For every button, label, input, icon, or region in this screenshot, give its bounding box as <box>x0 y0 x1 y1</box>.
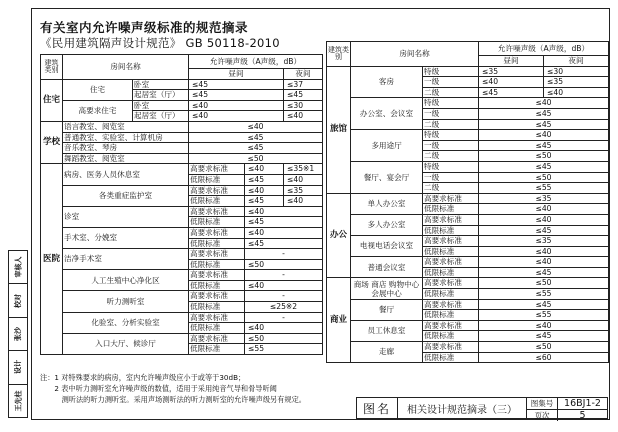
day-value: - <box>245 291 323 302</box>
room-cell: 普通教室、实验室、计算机房 <box>63 132 189 143</box>
room-cell: 住宅 <box>63 79 133 100</box>
title-block-meta <box>527 398 607 421</box>
room-cell: 人工生殖中心净化区 <box>63 270 189 291</box>
sub-room-cell: 卧室 <box>133 100 189 111</box>
night-value: ≤45 <box>284 90 323 101</box>
value-cell: ≤40 <box>479 204 609 215</box>
grade-cell: 一级 <box>423 172 479 183</box>
header-day: 昼间 <box>479 56 544 67</box>
grade-cell: 二级 <box>423 151 479 162</box>
value-cell: ≤40 <box>189 121 323 132</box>
standard-cell: 低限标准 <box>423 246 479 257</box>
standard-cell: 低限标准 <box>423 289 479 300</box>
day-value: ≤50 <box>245 259 323 270</box>
day-value: ≤40 <box>189 111 284 122</box>
grade-cell: 特级 <box>423 66 479 77</box>
day-value: ≤50 <box>245 333 323 344</box>
sub-room-cell: 起居室（厅） <box>133 111 189 122</box>
night-value: ≤35 <box>544 77 609 88</box>
header-category: 建筑类别 <box>327 42 351 67</box>
day-value: ≤40 <box>245 206 323 217</box>
value-cell: ≤40 <box>479 98 609 109</box>
standard-cell: 高要求标准 <box>189 333 245 344</box>
value-cell: ≤45 <box>479 119 609 130</box>
day-value: ≤45 <box>245 174 284 185</box>
side-cell: 张沙 <box>9 318 27 351</box>
grade-cell: 一级 <box>423 140 479 151</box>
notes <box>40 372 330 405</box>
night-value: ≤40 <box>284 111 323 122</box>
note-line: 2 表中听力测听室允许噪声级的数值，适用于采用纯音气导和骨导听阈 <box>40 384 277 393</box>
category-cell: 住宅 <box>41 79 63 121</box>
category-cell: 学校 <box>41 121 63 163</box>
room-cell: 病房、医务人员休息室 <box>63 164 189 185</box>
header-night: 夜间 <box>284 69 323 80</box>
room-cell: 化验室、分析实验室 <box>63 312 189 333</box>
title-block-title: 相关设计规范摘录（三） <box>398 398 527 418</box>
standard-cell: 低限标准 <box>423 204 479 215</box>
value-cell: ≤45 <box>189 143 323 154</box>
night-value: ≤40 <box>544 87 609 98</box>
side-cell: 设计 <box>9 351 27 384</box>
night-value: ≤40 <box>284 174 323 185</box>
night-value: ≤35 <box>284 185 323 196</box>
standard-cell: 低限标准 <box>189 196 245 207</box>
side-signature-strip <box>8 250 28 418</box>
header-night: 夜间 <box>544 56 609 67</box>
standard-cell: 低限标准 <box>189 280 245 291</box>
page-title: 有关室内允许噪声级标准的规范摘录 <box>40 20 249 35</box>
value-cell: ≤45 <box>189 132 323 143</box>
room-cell: 餐厅、宴会厅 <box>351 161 423 193</box>
grade-cell: 一级 <box>423 77 479 88</box>
standard-cell: 高要求标准 <box>423 278 479 289</box>
day-value: ≤55 <box>245 344 323 355</box>
room-cell: 听力测听室 <box>63 291 189 312</box>
day-value: - <box>245 249 323 260</box>
header-allowed: 允许噪声级（A声级，dB） <box>479 42 609 56</box>
value-cell: ≤50 <box>189 153 323 164</box>
value-cell: ≤45 <box>479 108 609 119</box>
category-cell: 旅馆 <box>327 66 351 193</box>
standard-cell: 高要求标准 <box>423 320 479 331</box>
grade-cell: 一级 <box>423 108 479 119</box>
category-cell: 医院 <box>41 164 63 355</box>
value-cell: ≤45 <box>479 331 609 342</box>
day-value: ≤45 <box>245 238 323 249</box>
room-cell: 诊室 <box>63 206 189 227</box>
atlas-label: 图集号 <box>527 398 558 409</box>
day-value: ≤45 <box>479 87 544 98</box>
value-cell: ≤60 <box>479 352 609 363</box>
room-cell: 员工休息室 <box>351 320 423 341</box>
atlas-number: 16BJ1-2 <box>564 398 601 409</box>
grade-cell: 特级 <box>423 161 479 172</box>
value-cell: ≤50 <box>479 342 609 353</box>
value-cell: ≤35 <box>479 193 609 204</box>
value-cell: ≤40 <box>479 320 609 331</box>
standard-cell: 低限标准 <box>423 310 479 321</box>
standard-cell: 低限标准 <box>189 174 245 185</box>
value-cell: ≤55 <box>479 310 609 321</box>
day-value: ≤40 <box>479 77 544 88</box>
grade-cell: 特级 <box>423 130 479 141</box>
day-value: ≤45 <box>245 196 284 207</box>
day-value: ≤35 <box>479 66 544 77</box>
category-cell: 商业 <box>327 278 351 363</box>
value-cell: ≤45 <box>479 225 609 236</box>
header-allowed: 允许噪声级（A声级，dB） <box>189 55 323 69</box>
standard-cell: 低限标准 <box>189 238 245 249</box>
day-value: ≤40 <box>245 185 284 196</box>
side-cell: 审核人 <box>9 251 27 284</box>
standard-cell: 高要求标准 <box>423 193 479 204</box>
value-cell: ≤50 <box>479 278 609 289</box>
standard-cell: 低限标准 <box>423 225 479 236</box>
day-value: ≤40 <box>245 164 284 175</box>
right-spec-table <box>326 41 609 363</box>
room-cell: 电视电话会议室 <box>351 236 423 257</box>
standard-cell: 高要求标准 <box>189 291 245 302</box>
value-cell: ≤40 <box>479 246 609 257</box>
title-block <box>356 397 608 419</box>
day-value: ≤40 <box>189 100 284 111</box>
value-cell: ≤45 <box>479 267 609 278</box>
grade-cell: 二级 <box>423 87 479 98</box>
standard-cell: 高要求标准 <box>189 312 245 323</box>
value-cell: ≤40 <box>479 214 609 225</box>
value-cell: ≤50 <box>479 172 609 183</box>
standard-cell: 高要求标准 <box>189 206 245 217</box>
standard-cell: 低限标准 <box>189 323 245 334</box>
room-cell: 洁净手术室 <box>63 249 189 270</box>
standard-cell: 低限标准 <box>423 331 479 342</box>
day-value: - <box>245 312 323 323</box>
standard-cell: 高要求标准 <box>189 270 245 281</box>
day-value: ≤40 <box>245 280 323 291</box>
night-value: ≤35※1 <box>284 164 323 175</box>
night-value: ≤37 <box>284 79 323 90</box>
standard-cell: 高要求标准 <box>423 236 479 247</box>
note-line: 注：1 对特殊要求的病房，室内允许噪声级应小于或等于30dB； <box>40 373 246 382</box>
value-cell: ≤35 <box>479 236 609 247</box>
room-cell: 办公室、会议室 <box>351 98 423 130</box>
room-cell: 音乐教室、琴房 <box>63 143 189 154</box>
standard-cell: 高要求标准 <box>189 249 245 260</box>
standard-cell: 低限标准 <box>423 267 479 278</box>
grade-cell: 二级 <box>423 119 479 130</box>
value-cell: ≤45 <box>479 161 609 172</box>
room-cell: 语言教室、阅览室 <box>63 121 189 132</box>
room-cell: 多人办公室 <box>351 214 423 235</box>
value-cell: ≤55 <box>479 183 609 194</box>
night-value: ≤40 <box>284 196 323 207</box>
room-cell: 手术室、分娩室 <box>63 227 189 248</box>
category-cell: 办公 <box>327 193 351 278</box>
night-value: ≤30 <box>284 100 323 111</box>
value-cell: ≤40 <box>479 130 609 141</box>
sub-room-cell: 起居室（厅） <box>133 90 189 101</box>
standard-cell: 低限标准 <box>189 259 245 270</box>
standard-cell: 高要求标准 <box>423 299 479 310</box>
day-value: - <box>245 270 323 281</box>
side-cell: 王先柱 <box>14 390 22 412</box>
left-spec-table <box>40 54 323 355</box>
day-value: ≤40 <box>245 227 323 238</box>
page-label: 页次 <box>527 410 558 421</box>
side-cell: 校对 <box>9 284 27 317</box>
header-room: 房间名称 <box>351 42 479 67</box>
value-cell: ≤45 <box>479 299 609 310</box>
night-value: ≤30 <box>544 66 609 77</box>
room-cell: 商场 商店 购物中心 会展中心 <box>351 278 423 299</box>
day-value: ≤25※2 <box>245 302 323 313</box>
room-cell: 多用途厅 <box>351 130 423 162</box>
room-cell: 单人办公室 <box>351 193 423 214</box>
header-room: 房间名称 <box>63 55 189 80</box>
day-value: ≤40 <box>245 323 323 334</box>
standard-cell: 低限标准 <box>189 217 245 228</box>
standard-cell: 高要求标准 <box>423 214 479 225</box>
standard-cell: 低限标准 <box>189 344 245 355</box>
page-number: 5 <box>579 410 586 421</box>
standard-cell: 高要求标准 <box>423 342 479 353</box>
room-cell: 餐厅 <box>351 299 423 320</box>
header-category: 建筑类别 <box>41 55 63 80</box>
note-line: 测听法的听力测听室。采用声场测听法的听力测听室的允许噪声级另有规定。 <box>40 395 306 404</box>
room-cell: 普通会议室 <box>351 257 423 278</box>
value-cell: ≤55 <box>479 289 609 300</box>
room-cell: 走廊 <box>351 342 423 363</box>
day-value: ≤45 <box>189 79 284 90</box>
value-cell: ≤45 <box>479 140 609 151</box>
standard-cell: 高要求标准 <box>423 257 479 268</box>
sub-room-cell: 卧室 <box>133 79 189 90</box>
grade-cell: 二级 <box>423 183 479 194</box>
standard-cell: 高要求标准 <box>189 185 245 196</box>
standard-cell: 低限标准 <box>189 302 245 313</box>
day-value: ≤45 <box>189 90 284 101</box>
standard-cell: 高要求标准 <box>189 227 245 238</box>
standard-cell: 低限标准 <box>423 352 479 363</box>
title-block-name-label: 图名 <box>357 398 398 418</box>
room-cell: 高要求住宅 <box>63 100 133 121</box>
page-subtitle: 《民用建筑隔声设计规范》 GB 50118-2010 <box>40 36 280 50</box>
room-cell: 各类重症监护室 <box>63 185 189 206</box>
value-cell: ≤40 <box>479 257 609 268</box>
room-cell: 入口大厅、候诊厅 <box>63 333 189 354</box>
value-cell: ≤50 <box>479 151 609 162</box>
day-value: ≤45 <box>245 217 323 228</box>
room-cell: 客房 <box>351 66 423 98</box>
grade-cell: 特级 <box>423 98 479 109</box>
standard-cell: 高要求标准 <box>189 164 245 175</box>
header-day: 昼间 <box>189 69 284 80</box>
room-cell: 舞蹈教室、阅览室 <box>63 153 189 164</box>
